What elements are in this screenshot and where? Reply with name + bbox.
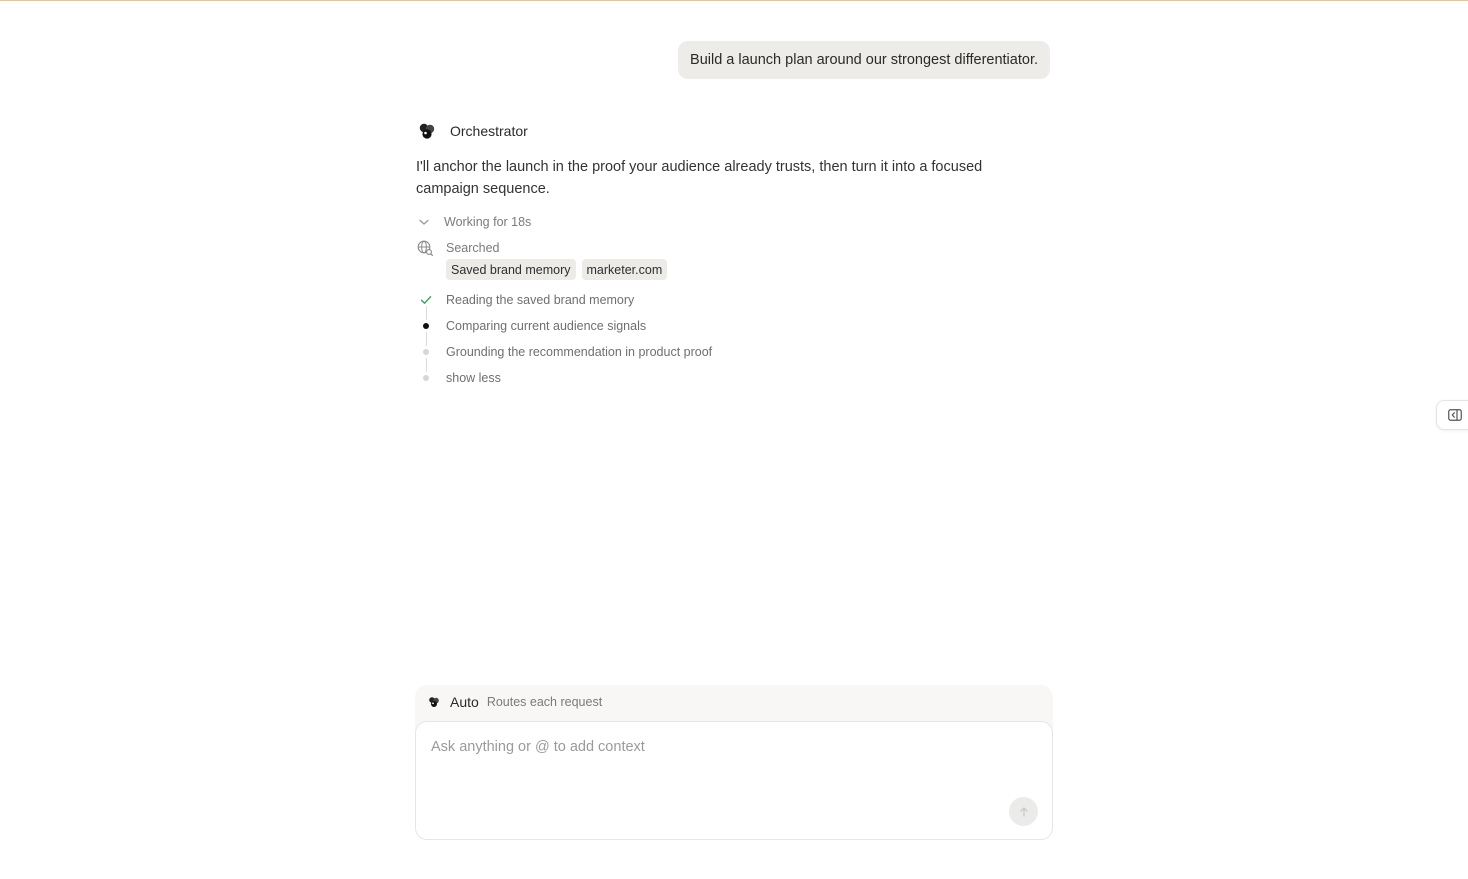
orchestrator-logo-icon	[427, 695, 441, 709]
arrow-up-icon	[1018, 806, 1030, 818]
source-chip-brand-memory[interactable]: Saved brand memory	[446, 259, 576, 280]
model-description: Routes each request	[486, 695, 603, 709]
model-selector[interactable]	[427, 693, 602, 711]
chevron-down-icon	[416, 214, 432, 230]
progress-steps	[416, 287, 712, 391]
user-message-bubble	[678, 41, 1050, 79]
active-dot-icon	[423, 323, 429, 329]
agent-name: Orchestrator	[450, 123, 528, 139]
model-name: Auto	[450, 694, 479, 710]
side-panel-toggle-button[interactable]	[1436, 400, 1468, 430]
search-source-chips	[446, 259, 667, 280]
step-item	[416, 339, 712, 365]
working-status-label: Working for 18s	[444, 215, 532, 229]
source-chip-marketer[interactable]: marketer.com	[582, 259, 668, 280]
sidebar-panel-icon	[1448, 409, 1462, 421]
working-toggle[interactable]	[416, 212, 531, 232]
step-label: Reading the saved brand memory	[446, 293, 635, 307]
show-less-label: show less	[446, 371, 501, 385]
globe-search-icon	[416, 239, 434, 257]
user-message-text: Build a launch plan around our strongest differentiator.	[690, 52, 1038, 68]
check-icon	[419, 293, 433, 307]
chat-input[interactable]	[431, 736, 991, 758]
pending-dot-icon	[423, 349, 429, 355]
step-label: Comparing current audience signals	[446, 319, 647, 333]
step-item	[416, 287, 712, 313]
orchestrator-logo-icon	[416, 120, 438, 142]
agent-message: I'll anchor the launch in the proof your audience already trusts, then turn it into a focused campaign sequence.	[416, 159, 983, 197]
agent-header	[416, 120, 528, 142]
searched-label: Searched	[446, 241, 500, 255]
step-label: Grounding the recommendation in product proof	[446, 345, 713, 359]
send-button[interactable]	[1009, 797, 1038, 826]
searched-row	[416, 238, 500, 258]
pending-dot-icon	[423, 375, 429, 381]
step-item	[416, 313, 712, 339]
show-less-toggle[interactable]	[416, 365, 712, 391]
top-accent-line	[0, 0, 1468, 1]
composer	[415, 721, 1053, 840]
